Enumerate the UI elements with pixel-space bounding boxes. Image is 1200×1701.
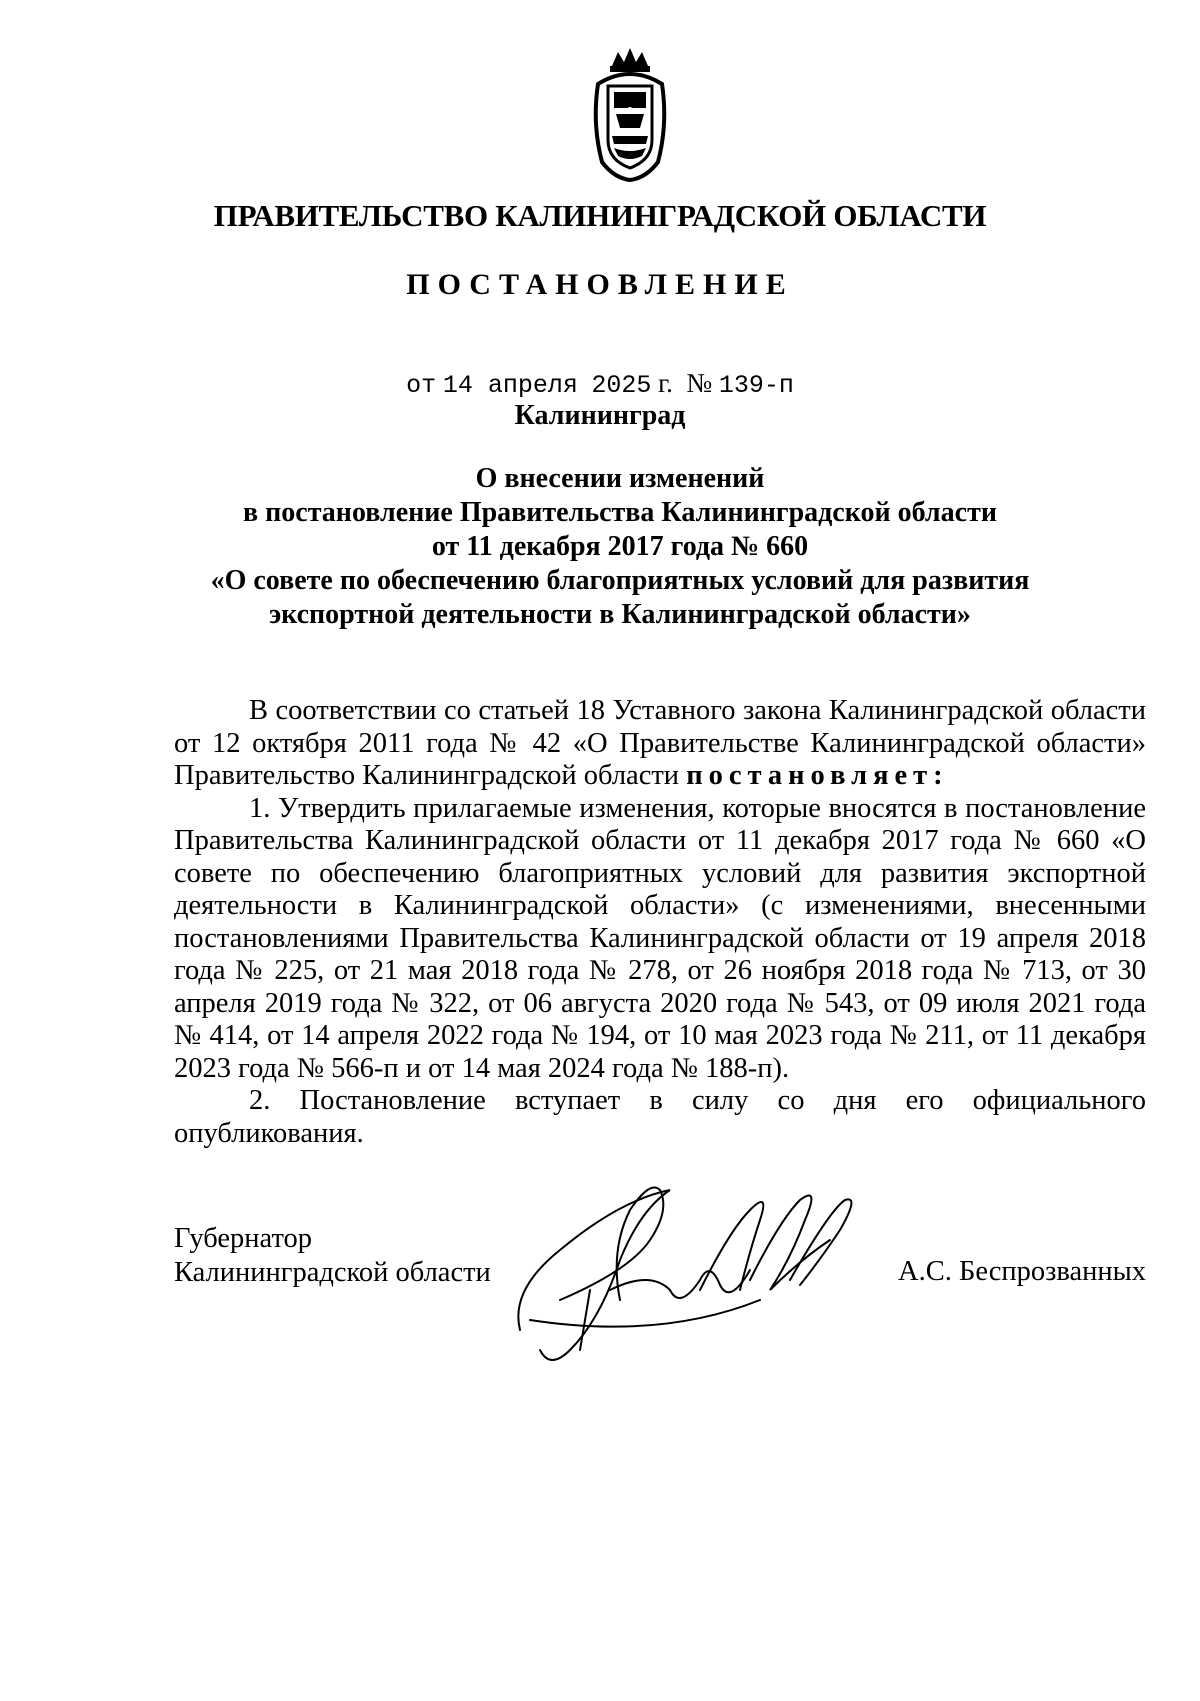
document-number: 139-п (718, 371, 794, 400)
preamble-text: В соответствии со статьей 18 Уставного закона Калининградской области от 12 октября 2011 года № 42 «О Правительстве Калининградской области» Правительство Калининградской области (174, 695, 1146, 791)
paragraph-item-2: 2. Постановление вступает в силу со дня его официального опубликования. (174, 1085, 1146, 1149)
signatory-position (174, 1222, 491, 1290)
signatory-name: А.С. Беспрозванных (898, 1256, 1146, 1287)
title-line: экспортной деятельности в Калининградской области» (269, 599, 971, 630)
date-year: 2025 (591, 371, 652, 400)
number-sign: № (686, 368, 713, 398)
date-number-line (0, 368, 1200, 400)
paragraph-preamble (174, 695, 1146, 793)
handwritten-signature-icon (500, 1150, 880, 1380)
resolves-keyword: постановляет: (686, 760, 949, 791)
document-body (174, 695, 1146, 1150)
title-line: «О совете по обеспечению благоприятных условий для развития (210, 565, 1030, 596)
city: Калининград (514, 400, 686, 431)
title-line: в постановление Правительства Калининградской области (243, 497, 997, 528)
position-line: Калининградской области (174, 1257, 491, 1288)
document-title (170, 462, 1070, 632)
title-line: О внесении изменений (475, 463, 765, 494)
position-line: Губернатор (174, 1223, 313, 1254)
title-line: от 11 декабря 2017 года № 660 (431, 531, 809, 562)
date-prefix: от (406, 371, 437, 400)
year-suffix: г. (658, 368, 673, 398)
date-day-month: 14 апреля (442, 371, 578, 400)
organization-title: ПРАВИТЕЛЬСТВО КАЛИНИНГРАДСКОЙ ОБЛАСТИ (213, 198, 987, 233)
paragraph-item-1: 1. Утвердить прилагаемые изменения, которые вносятся в постановление Правительства Калининградской области от 11 декабря 2017 года № 660 «О совете по обеспечению благоприятных условий для развития экспортной деятельности в Калининградской области» (с изменениями, внесенными постановлениями Правительства Калининградской области от 19 апреля 2018 года № 225, от 21 мая 2018 года № 278, от 26 ноября 2018 года № 713, от 30 апреля 2019 года № 322, от 06 августа 2020 года № 543, от 09 июля 2021 года № 414, от 14 апреля 2022 года № 194, от 10 мая 2023 года № 211, от 11 декабря 2023 года № 566-п и от 14 мая 2024 года № 188-п). (174, 792, 1146, 1084)
coat-of-arms-icon (584, 44, 676, 184)
document-type: ПОСТАНОВЛЕНИЕ (406, 268, 794, 301)
